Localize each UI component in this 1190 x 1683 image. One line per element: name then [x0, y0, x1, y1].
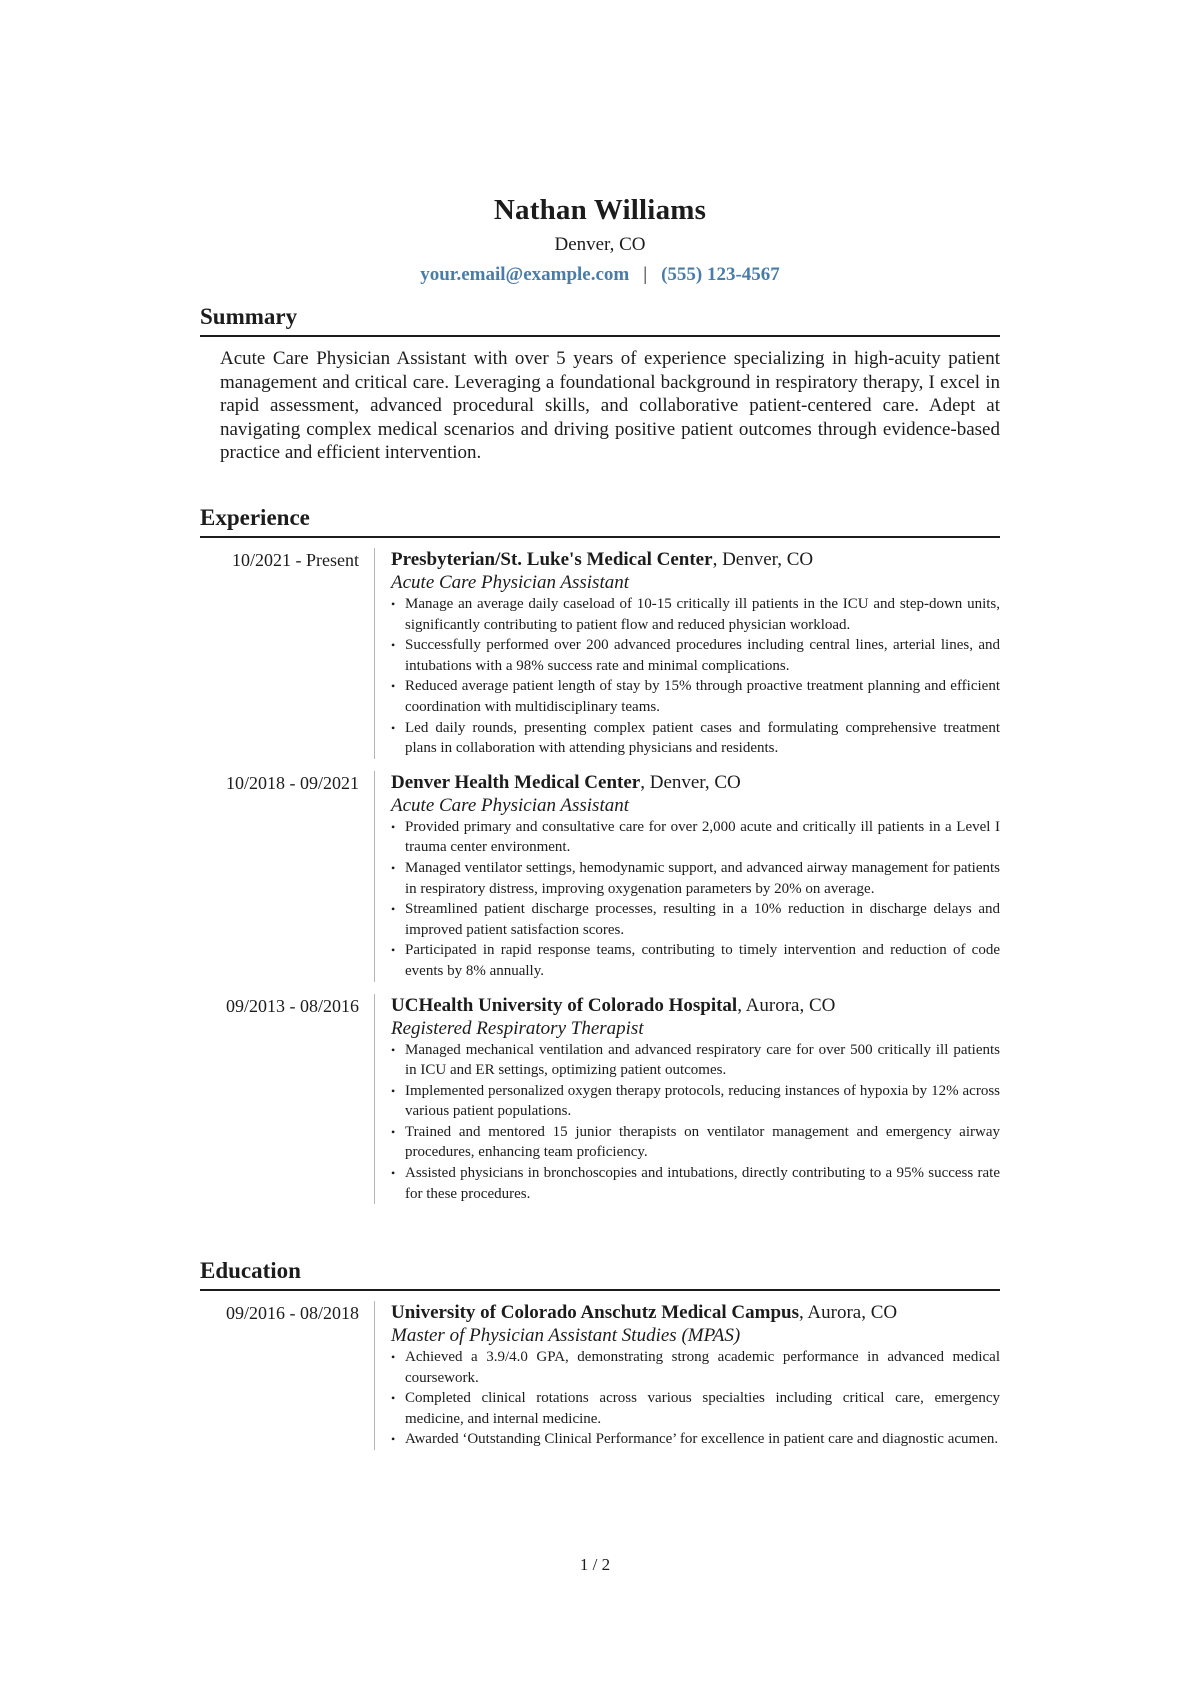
bullet-text: Trained and mentored 15 junior therapists on ventilator management and emergency airway procedures, enhancing team proficiency.: [405, 1123, 1000, 1161]
bullet-dot: •: [391, 720, 396, 735]
bullet-item: [391, 1429, 1000, 1450]
bullet-item: [391, 940, 1000, 981]
organization-name: University of Colorado Anschutz Medical Campus: [391, 1302, 799, 1323]
bullet-dot: •: [391, 860, 396, 875]
section-title-summary: Summary: [200, 303, 1000, 337]
bullet-dot: •: [391, 1083, 396, 1098]
entry-role: Acute Care Physician Assistant: [391, 572, 630, 593]
bullet-text: Managed mechanical ventilation and advanced respiratory care for over 500 critically ill patients in ICU and ER settings, optimizing patient outcomes.: [405, 1041, 1000, 1079]
entry-body: [375, 771, 1000, 982]
bullet-item: [391, 594, 1000, 635]
bullet-item: [391, 1347, 1000, 1388]
bullet-dot: •: [391, 638, 396, 653]
bullet-text: Streamlined patient discharge processes, resulting in a 10% reduction in discharge delays and improved patient satisfaction scores.: [405, 901, 1000, 938]
bullet-text: Managed ventilator settings, hemodynamic support, and advanced airway management for patients in respiratory distress, improving oxygenation parameters by 20% on average.: [405, 859, 1000, 897]
organization-name: UCHealth University of Colorado Hospital: [391, 994, 738, 1016]
bullet-dot: •: [391, 902, 396, 917]
bullet-text: Participated in rapid response teams, contributing to timely intervention and reduction of code events by 8% annually.: [405, 942, 1000, 979]
entry-role: Acute Care Physician Assistant: [391, 794, 630, 816]
email-link[interactable]: your.email@example.com: [420, 264, 630, 285]
entry-date: 09/2016 - 08/2018: [200, 1301, 375, 1450]
page-number: 1 / 2: [579, 1555, 611, 1574]
bullet-dot: •: [391, 943, 396, 958]
bullet-item: [391, 676, 1000, 717]
bullet-item: [391, 858, 1000, 899]
entry-organization: [391, 1301, 1000, 1324]
bullet-text: Awarded ‘Outstanding Clinical Performance’ for excellence in patient care and diagnostic acumen.: [405, 1431, 999, 1448]
organization-location: , Denver, CO: [640, 771, 741, 793]
entry-organization: [391, 548, 1000, 571]
entry-organization: [391, 771, 1000, 794]
candidate-location: Denver, CO: [554, 234, 646, 255]
entry-bullets: [391, 1347, 1000, 1450]
organization-location: , Aurora, CO: [737, 994, 836, 1016]
summary-text: Acute Care Physician Assistant with over 5 years of experience specializing in high-acuity patient management and critical care. Leveraging a foundational background in respiratory therapy, I excel in rapid assessment, advanced procedural skills, and collaborative patient-centered care. Adept at navigating complex medical scenarios and driving positive patient outcomes through evidence-based practice and efficient intervention.: [220, 348, 1000, 463]
experience-entry: [200, 771, 1000, 982]
phone-link[interactable]: (555) 123-4567: [661, 264, 780, 285]
entry-bullets: [391, 594, 1000, 759]
experience-entry: [200, 994, 1000, 1205]
entry-bullets: [391, 1040, 1000, 1205]
bullet-text: Led daily rounds, presenting complex patient cases and formulating comprehensive treatment plans in collaboration with attending physicians and residents.: [405, 719, 1000, 757]
bullet-item: [391, 718, 1000, 759]
bullet-dot: •: [391, 1350, 396, 1364]
education-entry: [200, 1301, 1000, 1450]
bullet-dot: •: [391, 1432, 396, 1447]
bullet-text: Reduced average patient length of stay by 15% through proactive treatment planning and efficient coordination with multidisciplinary teams.: [405, 678, 1000, 715]
bullet-item: [391, 635, 1000, 676]
bullet-item: [391, 1040, 1000, 1081]
bullet-text: Provided primary and consultative care for over 2,000 acute and critically ill patients in a Level I trauma center environment.: [405, 818, 1000, 856]
bullet-dot: •: [391, 819, 396, 834]
summary-section: [200, 303, 1000, 465]
contact-separator: |: [643, 264, 648, 285]
organization-name: Denver Health Medical Center: [391, 771, 641, 793]
section-title-education: Education: [200, 1257, 1000, 1291]
bullet-dot: •: [391, 597, 396, 611]
bullet-dot: •: [391, 1391, 396, 1406]
entry-body: [375, 1301, 1000, 1450]
entry-degree: Master of Physician Assistant Studies (MPAS): [391, 1325, 741, 1346]
bullet-item: [391, 1163, 1000, 1204]
entry-bullets: [391, 817, 1000, 982]
organization-name: Presbyterian/St. Luke's Medical Center: [391, 549, 713, 570]
education-section: [200, 1257, 1000, 1450]
entry-date: 09/2013 - 08/2016: [200, 994, 375, 1205]
bullet-dot: •: [391, 1124, 396, 1139]
bullet-item: [391, 1122, 1000, 1163]
section-title-experience: Experience: [200, 504, 1000, 538]
bullet-item: [391, 1081, 1000, 1122]
bullet-dot: •: [391, 1042, 396, 1057]
resume-header: [200, 192, 1000, 288]
entry-body: [375, 548, 1000, 759]
organization-location: , Aurora, CO: [798, 1302, 898, 1323]
entry-organization: [391, 994, 1000, 1017]
bullet-item: [391, 817, 1000, 858]
bullet-text: Achieved a 3.9/4.0 GPA, demonstrating strong academic performance in advanced medical coursework.: [405, 1349, 1000, 1386]
entry-body: [375, 994, 1000, 1205]
entry-date: 10/2018 - 09/2021: [200, 771, 375, 982]
bullet-dot: •: [391, 1166, 396, 1181]
entry-date: 10/2021 - Present: [200, 548, 375, 759]
organization-location: , Denver, CO: [712, 549, 814, 570]
candidate-name: Nathan Williams: [493, 194, 707, 226]
contact-line: [200, 262, 1000, 288]
bullet-text: Completed clinical rotations across various specialties including critical care, emergency medicine, and internal medicine.: [405, 1390, 1000, 1427]
bullet-item: [391, 899, 1000, 940]
bullet-dot: •: [391, 679, 396, 694]
bullet-text: Implemented personalized oxygen therapy protocols, reducing instances of hypoxia by 12% across various patient populations.: [405, 1082, 1000, 1120]
bullet-item: [391, 1388, 1000, 1429]
bullet-text: Manage an average daily caseload of 10-15 critically ill patients in the ICU and step-down units, significantly contributing to patient flow and reduced physician workload.: [405, 596, 1000, 633]
bullet-text: Successfully performed over 200 advanced procedures including central lines, arterial lines, and intubations with a 98% success rate and minimal complications.: [405, 637, 1000, 674]
experience-entry: [200, 548, 1000, 759]
bullet-text: Assisted physicians in bronchoscopies and intubations, directly contributing to a 95% success rate for these procedures.: [405, 1165, 1000, 1202]
entry-role: Registered Respiratory Therapist: [391, 1017, 644, 1039]
experience-section: [200, 504, 1000, 1204]
